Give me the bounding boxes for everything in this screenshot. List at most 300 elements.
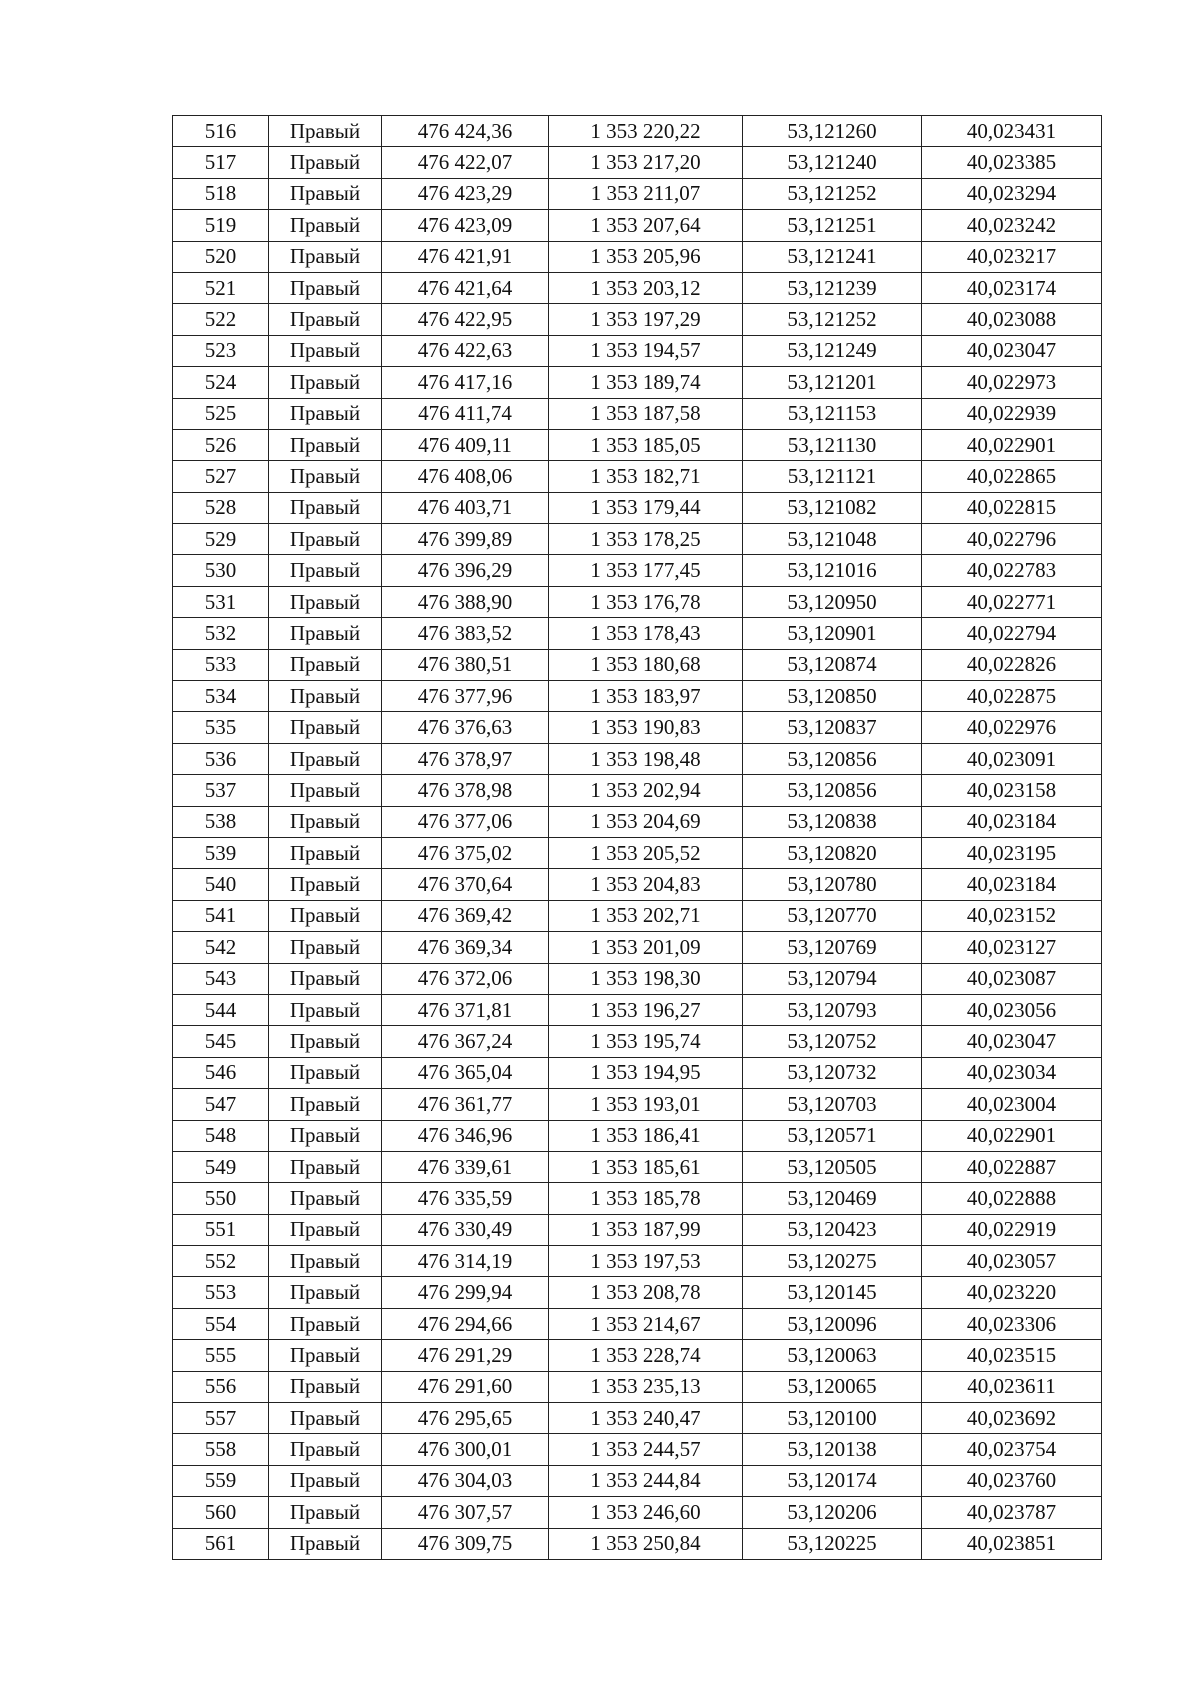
x-coordinate-cell: 476 369,42 <box>382 900 549 931</box>
latitude-cell: 53,121260 <box>743 116 922 147</box>
side-cell: Правый <box>269 147 382 178</box>
table-row <box>173 1497 1102 1528</box>
side-cell: Правый <box>269 932 382 963</box>
longitude-cell: 40,023242 <box>922 210 1102 241</box>
table-row <box>173 1214 1102 1245</box>
longitude-cell: 40,022973 <box>922 367 1102 398</box>
longitude-cell: 40,023611 <box>922 1371 1102 1402</box>
longitude-cell: 40,022919 <box>922 1214 1102 1245</box>
table-row <box>173 241 1102 272</box>
longitude-cell: 40,023294 <box>922 178 1102 209</box>
latitude-cell: 53,120752 <box>743 1026 922 1057</box>
side-cell: Правый <box>269 994 382 1025</box>
x-coordinate-cell: 476 378,97 <box>382 743 549 774</box>
point-number-cell: 534 <box>173 681 269 712</box>
latitude-cell: 53,120850 <box>743 681 922 712</box>
side-cell: Правый <box>269 1371 382 1402</box>
side-cell: Правый <box>269 743 382 774</box>
table-row <box>173 272 1102 303</box>
x-coordinate-cell: 476 339,61 <box>382 1151 549 1182</box>
latitude-cell: 53,120571 <box>743 1120 922 1151</box>
table-row <box>173 1340 1102 1371</box>
y-coordinate-cell: 1 353 197,53 <box>549 1246 743 1277</box>
latitude-cell: 53,121239 <box>743 272 922 303</box>
longitude-cell: 40,022887 <box>922 1151 1102 1182</box>
y-coordinate-cell: 1 353 203,12 <box>549 272 743 303</box>
side-cell: Правый <box>269 712 382 743</box>
side-cell: Правый <box>269 1057 382 1088</box>
y-coordinate-cell: 1 353 228,74 <box>549 1340 743 1371</box>
x-coordinate-cell: 476 422,07 <box>382 147 549 178</box>
latitude-cell: 53,121130 <box>743 429 922 460</box>
x-coordinate-cell: 476 424,36 <box>382 116 549 147</box>
side-cell: Правый <box>269 649 382 680</box>
latitude-cell: 53,120901 <box>743 618 922 649</box>
point-number-cell: 524 <box>173 367 269 398</box>
y-coordinate-cell: 1 353 201,09 <box>549 932 743 963</box>
x-coordinate-cell: 476 369,34 <box>382 932 549 963</box>
x-coordinate-cell: 476 399,89 <box>382 524 549 555</box>
y-coordinate-cell: 1 353 240,47 <box>549 1403 743 1434</box>
y-coordinate-cell: 1 353 198,48 <box>549 743 743 774</box>
longitude-cell: 40,022875 <box>922 681 1102 712</box>
longitude-cell: 40,023760 <box>922 1465 1102 1496</box>
latitude-cell: 53,120100 <box>743 1403 922 1434</box>
latitude-cell: 53,121240 <box>743 147 922 178</box>
y-coordinate-cell: 1 353 189,74 <box>549 367 743 398</box>
latitude-cell: 53,120423 <box>743 1214 922 1245</box>
latitude-cell: 53,120856 <box>743 775 922 806</box>
side-cell: Правый <box>269 272 382 303</box>
y-coordinate-cell: 1 353 197,29 <box>549 304 743 335</box>
y-coordinate-cell: 1 353 214,67 <box>549 1308 743 1339</box>
point-number-cell: 531 <box>173 586 269 617</box>
table-row <box>173 1183 1102 1214</box>
latitude-cell: 53,120780 <box>743 869 922 900</box>
table-row <box>173 524 1102 555</box>
x-coordinate-cell: 476 375,02 <box>382 837 549 868</box>
y-coordinate-cell: 1 353 204,69 <box>549 806 743 837</box>
table-row <box>173 994 1102 1025</box>
longitude-cell: 40,023087 <box>922 963 1102 994</box>
longitude-cell: 40,023127 <box>922 932 1102 963</box>
longitude-cell: 40,023174 <box>922 272 1102 303</box>
point-number-cell: 539 <box>173 837 269 868</box>
x-coordinate-cell: 476 378,98 <box>382 775 549 806</box>
longitude-cell: 40,023184 <box>922 806 1102 837</box>
point-number-cell: 540 <box>173 869 269 900</box>
latitude-cell: 53,121153 <box>743 398 922 429</box>
table-row <box>173 555 1102 586</box>
y-coordinate-cell: 1 353 193,01 <box>549 1089 743 1120</box>
x-coordinate-cell: 476 388,90 <box>382 586 549 617</box>
point-number-cell: 558 <box>173 1434 269 1465</box>
table-row <box>173 1089 1102 1120</box>
side-cell: Правый <box>269 461 382 492</box>
longitude-cell: 40,023091 <box>922 743 1102 774</box>
point-number-cell: 548 <box>173 1120 269 1151</box>
y-coordinate-cell: 1 353 177,45 <box>549 555 743 586</box>
y-coordinate-cell: 1 353 204,83 <box>549 869 743 900</box>
latitude-cell: 53,120065 <box>743 1371 922 1402</box>
side-cell: Правый <box>269 1497 382 1528</box>
table-row <box>173 1528 1102 1559</box>
point-number-cell: 533 <box>173 649 269 680</box>
side-cell: Правый <box>269 1277 382 1308</box>
side-cell: Правый <box>269 586 382 617</box>
latitude-cell: 53,120138 <box>743 1434 922 1465</box>
longitude-cell: 40,023158 <box>922 775 1102 806</box>
table-row <box>173 1057 1102 1088</box>
side-cell: Правый <box>269 1151 382 1182</box>
point-number-cell: 527 <box>173 461 269 492</box>
x-coordinate-cell: 476 291,60 <box>382 1371 549 1402</box>
latitude-cell: 53,120275 <box>743 1246 922 1277</box>
table-row <box>173 367 1102 398</box>
y-coordinate-cell: 1 353 178,25 <box>549 524 743 555</box>
latitude-cell: 53,120469 <box>743 1183 922 1214</box>
point-number-cell: 546 <box>173 1057 269 1088</box>
side-cell: Правый <box>269 335 382 366</box>
point-number-cell: 530 <box>173 555 269 586</box>
y-coordinate-cell: 1 353 196,27 <box>549 994 743 1025</box>
x-coordinate-cell: 476 294,66 <box>382 1308 549 1339</box>
table-row <box>173 775 1102 806</box>
longitude-cell: 40,023306 <box>922 1308 1102 1339</box>
x-coordinate-cell: 476 417,16 <box>382 367 549 398</box>
y-coordinate-cell: 1 353 246,60 <box>549 1497 743 1528</box>
y-coordinate-cell: 1 353 187,99 <box>549 1214 743 1245</box>
y-coordinate-cell: 1 353 202,94 <box>549 775 743 806</box>
y-coordinate-cell: 1 353 176,78 <box>549 586 743 617</box>
longitude-cell: 40,023088 <box>922 304 1102 335</box>
table-row <box>173 837 1102 868</box>
y-coordinate-cell: 1 353 182,71 <box>549 461 743 492</box>
longitude-cell: 40,023851 <box>922 1528 1102 1559</box>
side-cell: Правый <box>269 1089 382 1120</box>
table-row <box>173 461 1102 492</box>
y-coordinate-cell: 1 353 186,41 <box>549 1120 743 1151</box>
point-number-cell: 518 <box>173 178 269 209</box>
longitude-cell: 40,022901 <box>922 429 1102 460</box>
side-cell: Правый <box>269 681 382 712</box>
point-number-cell: 551 <box>173 1214 269 1245</box>
point-number-cell: 529 <box>173 524 269 555</box>
x-coordinate-cell: 476 371,81 <box>382 994 549 1025</box>
table-row <box>173 900 1102 931</box>
x-coordinate-cell: 476 370,64 <box>382 869 549 900</box>
latitude-cell: 53,120505 <box>743 1151 922 1182</box>
table-row <box>173 1151 1102 1182</box>
latitude-cell: 53,121252 <box>743 178 922 209</box>
point-number-cell: 554 <box>173 1308 269 1339</box>
table-row <box>173 335 1102 366</box>
y-coordinate-cell: 1 353 194,95 <box>549 1057 743 1088</box>
latitude-cell: 53,120174 <box>743 1465 922 1496</box>
latitude-cell: 53,120874 <box>743 649 922 680</box>
y-coordinate-cell: 1 353 183,97 <box>549 681 743 712</box>
y-coordinate-cell: 1 353 208,78 <box>549 1277 743 1308</box>
x-coordinate-cell: 476 403,71 <box>382 492 549 523</box>
coordinates-table-body <box>173 116 1102 1560</box>
x-coordinate-cell: 476 422,63 <box>382 335 549 366</box>
longitude-cell: 40,022826 <box>922 649 1102 680</box>
latitude-cell: 53,120838 <box>743 806 922 837</box>
x-coordinate-cell: 476 422,95 <box>382 304 549 335</box>
table-row <box>173 304 1102 335</box>
point-number-cell: 520 <box>173 241 269 272</box>
latitude-cell: 53,120794 <box>743 963 922 994</box>
table-row <box>173 1371 1102 1402</box>
longitude-cell: 40,023034 <box>922 1057 1102 1088</box>
y-coordinate-cell: 1 353 198,30 <box>549 963 743 994</box>
point-number-cell: 526 <box>173 429 269 460</box>
longitude-cell: 40,023056 <box>922 994 1102 1025</box>
y-coordinate-cell: 1 353 194,57 <box>549 335 743 366</box>
latitude-cell: 53,121121 <box>743 461 922 492</box>
x-coordinate-cell: 476 299,94 <box>382 1277 549 1308</box>
x-coordinate-cell: 476 372,06 <box>382 963 549 994</box>
side-cell: Правый <box>269 963 382 994</box>
side-cell: Правый <box>269 900 382 931</box>
table-row <box>173 492 1102 523</box>
latitude-cell: 53,120206 <box>743 1497 922 1528</box>
longitude-cell: 40,023385 <box>922 147 1102 178</box>
x-coordinate-cell: 476 409,11 <box>382 429 549 460</box>
side-cell: Правый <box>269 1340 382 1371</box>
side-cell: Правый <box>269 116 382 147</box>
point-number-cell: 516 <box>173 116 269 147</box>
longitude-cell: 40,023515 <box>922 1340 1102 1371</box>
point-number-cell: 541 <box>173 900 269 931</box>
table-row <box>173 586 1102 617</box>
point-number-cell: 528 <box>173 492 269 523</box>
x-coordinate-cell: 476 295,65 <box>382 1403 549 1434</box>
x-coordinate-cell: 476 396,29 <box>382 555 549 586</box>
side-cell: Правый <box>269 1434 382 1465</box>
longitude-cell: 40,023057 <box>922 1246 1102 1277</box>
point-number-cell: 544 <box>173 994 269 1025</box>
point-number-cell: 555 <box>173 1340 269 1371</box>
table-row <box>173 210 1102 241</box>
latitude-cell: 53,120732 <box>743 1057 922 1088</box>
x-coordinate-cell: 476 421,91 <box>382 241 549 272</box>
longitude-cell: 40,023047 <box>922 1026 1102 1057</box>
table-row <box>173 1246 1102 1277</box>
table-row <box>173 147 1102 178</box>
point-number-cell: 550 <box>173 1183 269 1214</box>
table-row <box>173 963 1102 994</box>
x-coordinate-cell: 476 408,06 <box>382 461 549 492</box>
point-number-cell: 538 <box>173 806 269 837</box>
longitude-cell: 40,022888 <box>922 1183 1102 1214</box>
point-number-cell: 561 <box>173 1528 269 1559</box>
longitude-cell: 40,023431 <box>922 116 1102 147</box>
x-coordinate-cell: 476 365,04 <box>382 1057 549 1088</box>
longitude-cell: 40,023217 <box>922 241 1102 272</box>
point-number-cell: 536 <box>173 743 269 774</box>
table-row <box>173 932 1102 963</box>
side-cell: Правый <box>269 398 382 429</box>
longitude-cell: 40,022794 <box>922 618 1102 649</box>
longitude-cell: 40,022865 <box>922 461 1102 492</box>
table-row <box>173 869 1102 900</box>
table-row <box>173 681 1102 712</box>
table-row <box>173 1277 1102 1308</box>
latitude-cell: 53,121082 <box>743 492 922 523</box>
x-coordinate-cell: 476 367,24 <box>382 1026 549 1057</box>
side-cell: Правый <box>269 837 382 868</box>
x-coordinate-cell: 476 291,29 <box>382 1340 549 1371</box>
y-coordinate-cell: 1 353 207,64 <box>549 210 743 241</box>
side-cell: Правый <box>269 806 382 837</box>
point-number-cell: 556 <box>173 1371 269 1402</box>
latitude-cell: 53,120820 <box>743 837 922 868</box>
coordinates-table <box>172 115 1102 1560</box>
latitude-cell: 53,120096 <box>743 1308 922 1339</box>
side-cell: Правый <box>269 1403 382 1434</box>
x-coordinate-cell: 476 330,49 <box>382 1214 549 1245</box>
latitude-cell: 53,121249 <box>743 335 922 366</box>
latitude-cell: 53,121241 <box>743 241 922 272</box>
longitude-cell: 40,023195 <box>922 837 1102 868</box>
point-number-cell: 542 <box>173 932 269 963</box>
longitude-cell: 40,023754 <box>922 1434 1102 1465</box>
point-number-cell: 522 <box>173 304 269 335</box>
side-cell: Правый <box>269 304 382 335</box>
x-coordinate-cell: 476 380,51 <box>382 649 549 680</box>
x-coordinate-cell: 476 411,74 <box>382 398 549 429</box>
point-number-cell: 523 <box>173 335 269 366</box>
y-coordinate-cell: 1 353 195,74 <box>549 1026 743 1057</box>
x-coordinate-cell: 476 376,63 <box>382 712 549 743</box>
point-number-cell: 519 <box>173 210 269 241</box>
side-cell: Правый <box>269 429 382 460</box>
y-coordinate-cell: 1 353 205,96 <box>549 241 743 272</box>
table-row <box>173 1403 1102 1434</box>
x-coordinate-cell: 476 377,96 <box>382 681 549 712</box>
table-row <box>173 712 1102 743</box>
point-number-cell: 543 <box>173 963 269 994</box>
table-row <box>173 429 1102 460</box>
x-coordinate-cell: 476 300,01 <box>382 1434 549 1465</box>
y-coordinate-cell: 1 353 185,05 <box>549 429 743 460</box>
point-number-cell: 557 <box>173 1403 269 1434</box>
table-row <box>173 649 1102 680</box>
latitude-cell: 53,121251 <box>743 210 922 241</box>
side-cell: Правый <box>269 1465 382 1496</box>
longitude-cell: 40,022939 <box>922 398 1102 429</box>
side-cell: Правый <box>269 178 382 209</box>
side-cell: Правый <box>269 775 382 806</box>
side-cell: Правый <box>269 555 382 586</box>
x-coordinate-cell: 476 421,64 <box>382 272 549 303</box>
table-row <box>173 1120 1102 1151</box>
point-number-cell: 521 <box>173 272 269 303</box>
x-coordinate-cell: 476 314,19 <box>382 1246 549 1277</box>
y-coordinate-cell: 1 353 220,22 <box>549 116 743 147</box>
x-coordinate-cell: 476 377,06 <box>382 806 549 837</box>
side-cell: Правый <box>269 1528 382 1559</box>
longitude-cell: 40,022976 <box>922 712 1102 743</box>
latitude-cell: 53,120950 <box>743 586 922 617</box>
side-cell: Правый <box>269 618 382 649</box>
table-row <box>173 1465 1102 1496</box>
side-cell: Правый <box>269 1308 382 1339</box>
longitude-cell: 40,022783 <box>922 555 1102 586</box>
table-row <box>173 1434 1102 1465</box>
y-coordinate-cell: 1 353 250,84 <box>549 1528 743 1559</box>
side-cell: Правый <box>269 1183 382 1214</box>
y-coordinate-cell: 1 353 185,61 <box>549 1151 743 1182</box>
x-coordinate-cell: 476 346,96 <box>382 1120 549 1151</box>
point-number-cell: 553 <box>173 1277 269 1308</box>
side-cell: Правый <box>269 869 382 900</box>
y-coordinate-cell: 1 353 244,84 <box>549 1465 743 1496</box>
x-coordinate-cell: 476 383,52 <box>382 618 549 649</box>
y-coordinate-cell: 1 353 205,52 <box>549 837 743 868</box>
latitude-cell: 53,120837 <box>743 712 922 743</box>
y-coordinate-cell: 1 353 180,68 <box>549 649 743 680</box>
longitude-cell: 40,023787 <box>922 1497 1102 1528</box>
side-cell: Правый <box>269 210 382 241</box>
y-coordinate-cell: 1 353 235,13 <box>549 1371 743 1402</box>
latitude-cell: 53,120063 <box>743 1340 922 1371</box>
side-cell: Правый <box>269 241 382 272</box>
latitude-cell: 53,121201 <box>743 367 922 398</box>
longitude-cell: 40,023220 <box>922 1277 1102 1308</box>
latitude-cell: 53,121252 <box>743 304 922 335</box>
point-number-cell: 552 <box>173 1246 269 1277</box>
side-cell: Правый <box>269 1120 382 1151</box>
point-number-cell: 537 <box>173 775 269 806</box>
x-coordinate-cell: 476 335,59 <box>382 1183 549 1214</box>
side-cell: Правый <box>269 492 382 523</box>
side-cell: Правый <box>269 1214 382 1245</box>
table-row <box>173 1026 1102 1057</box>
longitude-cell: 40,023047 <box>922 335 1102 366</box>
x-coordinate-cell: 476 304,03 <box>382 1465 549 1496</box>
x-coordinate-cell: 476 307,57 <box>382 1497 549 1528</box>
side-cell: Правый <box>269 1026 382 1057</box>
table-row <box>173 178 1102 209</box>
y-coordinate-cell: 1 353 211,07 <box>549 178 743 209</box>
y-coordinate-cell: 1 353 217,20 <box>549 147 743 178</box>
longitude-cell: 40,023692 <box>922 1403 1102 1434</box>
point-number-cell: 545 <box>173 1026 269 1057</box>
longitude-cell: 40,023184 <box>922 869 1102 900</box>
longitude-cell: 40,022815 <box>922 492 1102 523</box>
point-number-cell: 559 <box>173 1465 269 1496</box>
latitude-cell: 53,120703 <box>743 1089 922 1120</box>
table-row <box>173 1308 1102 1339</box>
side-cell: Правый <box>269 524 382 555</box>
longitude-cell: 40,022901 <box>922 1120 1102 1151</box>
latitude-cell: 53,120225 <box>743 1528 922 1559</box>
point-number-cell: 525 <box>173 398 269 429</box>
point-number-cell: 547 <box>173 1089 269 1120</box>
point-number-cell: 549 <box>173 1151 269 1182</box>
table-row <box>173 743 1102 774</box>
y-coordinate-cell: 1 353 244,57 <box>549 1434 743 1465</box>
latitude-cell: 53,120145 <box>743 1277 922 1308</box>
latitude-cell: 53,120770 <box>743 900 922 931</box>
y-coordinate-cell: 1 353 179,44 <box>549 492 743 523</box>
table-row <box>173 398 1102 429</box>
point-number-cell: 560 <box>173 1497 269 1528</box>
y-coordinate-cell: 1 353 185,78 <box>549 1183 743 1214</box>
longitude-cell: 40,023152 <box>922 900 1102 931</box>
